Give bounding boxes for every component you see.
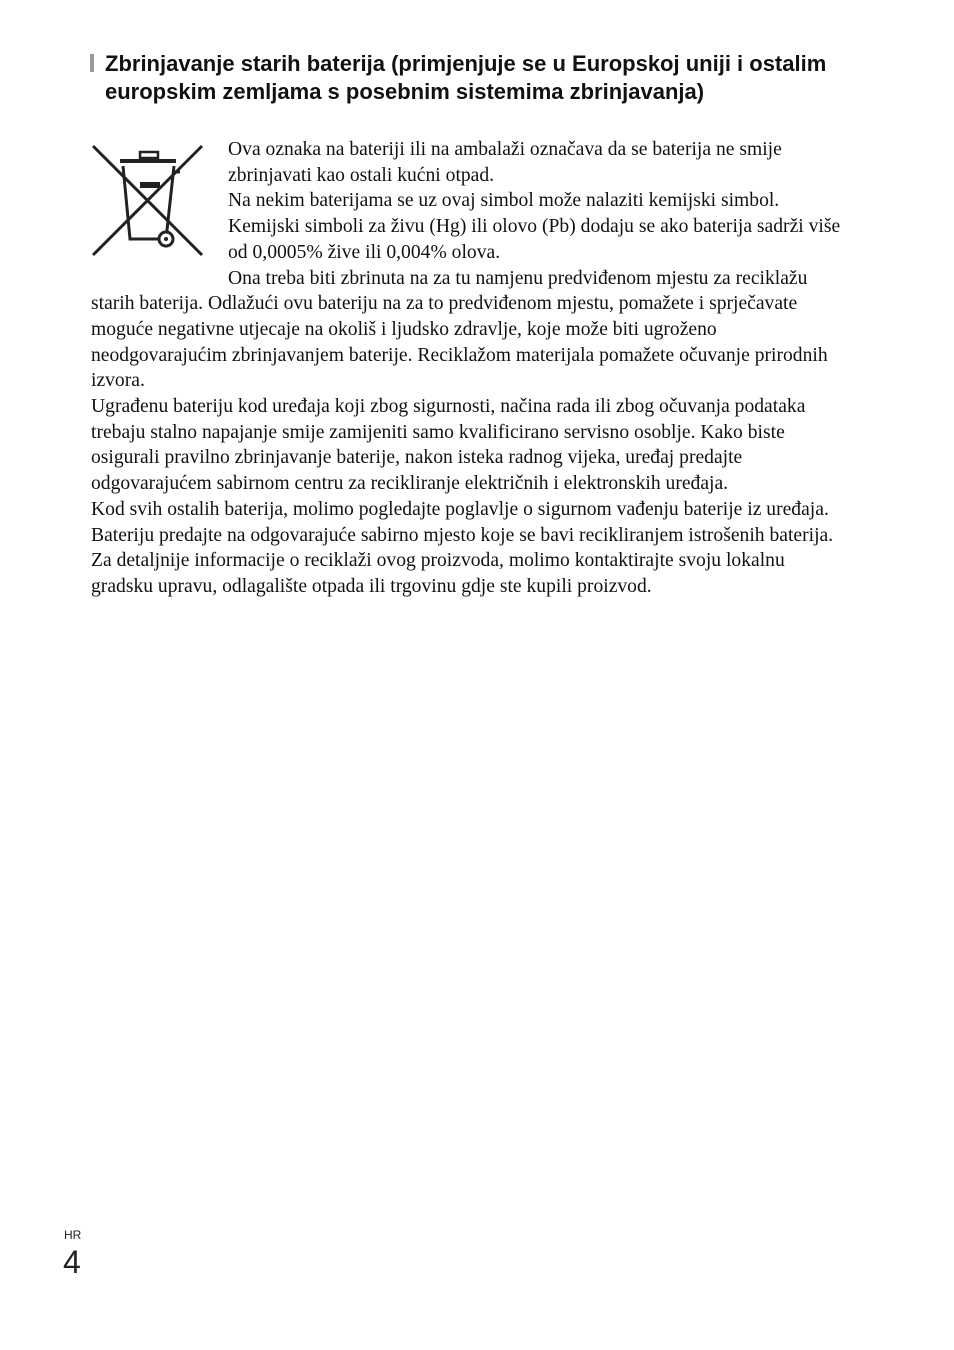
paragraph-disposal: Ona treba biti zbrinuta na za tu namjenu predviđenom mjestu za reciklažu starih baterija. Odlažući ovu bateriju na za to predviđenom mjestu, pomažete i sprječavate moguće negativne utjecaje na okoliš i ljudsko zdravlje, koje može biti ugroženo neodgovarajućim zbrinjavanjem baterije. Reciklažom materijala pomažete očuvanje prirodnih izvora. <box>91 267 828 392</box>
paragraph-more-info: Za detaljnije informacije o reciklaži ovog proizvoda, molimo kontaktirajte svoju lokalnu gradsku upravu, odlagalište otpada ili trgovinu gdje ste kupili proizvod. <box>91 550 785 597</box>
document-body <box>91 137 851 600</box>
heading-marker <box>90 54 94 72</box>
paragraph-collection-point: Bateriju predajte na odgovarajuće sabirno mjesto koje se bavi recikliranjem istrošenih baterija. <box>91 524 834 546</box>
page-number: 4 <box>63 1244 81 1280</box>
paragraph-chemical-symbols: Na nekim baterijama se uz ovaj simbol može nalaziti kemijski simbol. Kemijski simboli za živu (Hg) ili olovo (Pb) dodaju se ako baterija sadrži više od 0,0005% žive ili 0,004% olova. <box>228 190 841 263</box>
paragraph-marking: Ova oznaka na bateriji ili na ambalaži označava da se baterija ne smije zbrinjavati kao ostali kućni otpad. <box>228 139 782 186</box>
symbol-spacer <box>91 137 228 265</box>
language-code: HR <box>64 1228 82 1242</box>
paragraph-other-batteries: Kod svih ostalih baterija, molimo pogledajte poglavlje o sigurnom vađenju baterije iz uređaja. <box>91 498 829 520</box>
section-heading: Zbrinjavanje starih baterija (primjenjuje se u Europskoj uniji i ostalim europskim zemljama s posebnim sistemima zbrinjavanja) <box>105 51 827 104</box>
paragraph-built-in-battery: Ugrađenu bateriju kod uređaja koji zbog sigurnosti, načina rada ili zbog očuvanja podataka trebaju stalno napajanje smije zamijeniti samo kvalificirano servisno osoblje. Kako biste osigurali pravilno zbrinjavanje baterije, nakon isteka radnog vijeka, uređaj predajte odgovarajućem sabirnom centru za recikliranje električnih i elektronskih uređaja. <box>91 396 806 495</box>
